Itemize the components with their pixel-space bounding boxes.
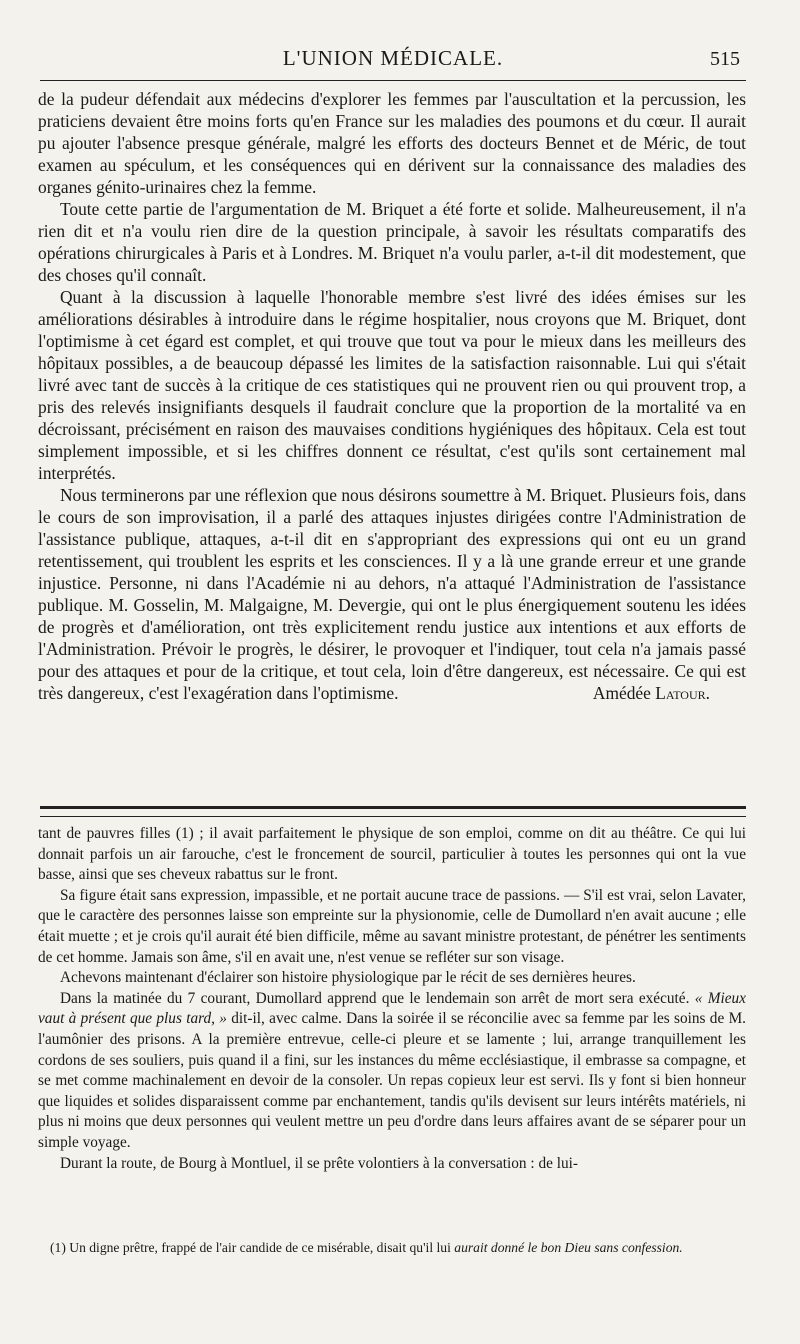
- author-signature: [571, 682, 710, 704]
- running-header: [38, 46, 748, 74]
- article-paragraph-text: Nous terminerons par une réflexion que nous désirons soumettre à M. Briquet. Plusieurs fois, dans le cours de son improvisation, il a parlé des attaques injustes dirigées contre l'Administration de l'assistance publique, attaques, a-t-il dit en s'appropriant des expressions qui ont eu un grand retentissement, qui troublent les esprits et les consciences. Il y a là une grande erreur et une grande injustice. Personne, ni dans l'Académie ni au dehors, n'a attaqué l'Administration de l'assistance publique. M. Gosselin, M. Malgaigne, M. Devergie, qui ont le plus énergiquement soutenu les idées de progrès et d'amélioration, ont très explicitement rendu justice aux intentions et aux efforts de l'Administration. Prévoir le progrès, le désirer, le provoquer et l'indiquer, tout cela n'a jamais passé pour des attaques et pour de la critique, et tout cela, loin d'être dangereux, est nécessaire. Ce qui est très dangereux, c'est l'exagération dans l'optimisme.: [38, 485, 746, 703]
- feuilleton-body: [38, 824, 746, 1174]
- signature-first-name: Amédée: [592, 683, 651, 703]
- section-divider: [40, 806, 746, 817]
- article-paragraph: Quant à la discussion à laquelle l'honorable membre s'est livré des idées émises sur les améliorations désirables à introduire dans le régime hospitalier, nous croyons que M. Briquet, dont l'optimisme à cet égard est complet, et qui trouve que tout va pour le mieux dans les meilleurs des hôpitaux possibles, a de beaucoup dépassé les limites de la satisfaction raisonnable. Lui qui s'était livré avec tant de succès à la critique de ces statistiques qui ne prouvent rien ou qui prouvent trop, a pris des relevés insignifiants desquels il faudrait conclure que la proportion de la mortalité va en décroissant, précisément en raison des mauvaises conditions hygiéniques des hôpitaux. Cela est tout simplement impossible, et si les chiffres donnent ce résultat, c'est qu'ils sont certainement mal interprétés.: [38, 287, 746, 483]
- article-paragraph: [38, 484, 746, 704]
- article-paragraph: Toute cette partie de l'argumentation de M. Briquet a été forte et solide. Malheureusement, il n'a rien dit et n'a voulu rien dire de la question principale, à savoir les résultats comparatifs des opérations chirurgicales à Paris et à Londres. M. Briquet n'a voulu parler, a-t-il dit modestement, que des choses qu'il connaît.: [38, 199, 746, 285]
- footnote: [50, 1238, 750, 1257]
- signature-last-name: Latour.: [655, 683, 710, 703]
- feuilleton-paragraph: Sa figure était sans expression, impassible, et ne portait aucune trace de passions. — S'il est vrai, selon Lavater, que le caractère des personnes laisse son empreinte sur la physionomie, celle de Dumollard n'en avait aucune ; elle était muette ; et je crois qu'il aurait été bien difficile, même au savant ministre protestant, de pénétrer les sentiments de cet homme. Jamais son âme, s'il en avait une, n'est venue se refléter sur son visage.: [38, 886, 746, 966]
- feuilleton-paragraph: [38, 989, 746, 1154]
- feuilleton-paragraph: Durant la route, de Bourg à Montluel, il se prête volontiers à la conversation : de lui-: [60, 1154, 578, 1172]
- article-body: [38, 88, 746, 704]
- article-paragraph: de la pudeur défendait aux médecins d'explorer les femmes par l'auscultation et la percussion, les praticiens devaient être moins forts qu'en France sur les maladies des poumons et du cœur. Il aurait pu ajouter l'absence presque générale, malgré les efforts des docteurs Bennet et de Méric, de tout examen au spéculum, et les conséquences qui en dérivent sur la connaissance des maladies des organes génito-urinaires chez la femme.: [38, 89, 746, 197]
- paragraph-text: Dans la matinée du 7 courant, Dumollard apprend que le lendemain son arrêt de mort sera exécuté.: [60, 989, 690, 1007]
- feuilleton-paragraph: Achevons maintenant d'éclairer son histoire physiologique par le récit de ses dernières heures.: [60, 969, 636, 987]
- paragraph-text: dit-il, avec calme. Dans la soirée il se réconcilie avec sa femme par les soins de M. l'aumônier des prisons. A la première entrevue, celle-ci pleure et se lamente ; lui, arrange tranquillement les cordons de ses souliers, puis quand il a fini, sur les instances du même ecclésiastique, il embrasse sa compagne, et se met comme machinalement en devoir de la consoler. Un repas copieux leur est servi. Ils y font si bien honneur que liquides et solides disparaissent comme par enchantement, tandis qu'ils devisent sur leurs intérêts matériels, ni plus ni moins que deux personnes qui veulent mettre un peu d'ordre dans leurs affaires avant de se séparer pour un simple voyage.: [38, 1010, 746, 1151]
- footnote-italic-text: aurait donné le bon Dieu sans confession.: [454, 1240, 683, 1255]
- journal-title: L'UNION MÉDICALE.: [282, 46, 504, 70]
- header-rule: [40, 80, 746, 81]
- quoted-speech: « Mieux vaut à présent que plus tard, »: [38, 989, 746, 1028]
- feuilleton-paragraph: tant de pauvres filles (1) ; il avait parfaitement le physique de son emploi, comme on dit au théâtre. Ce qui lui donnait parfois un air farouche, c'est le froncement de sourcil, particulier à toutes les personnes qui ont la vue basse, ainsi que ses cheveux rabattus sur le front.: [38, 825, 746, 884]
- page-number: 515: [710, 48, 740, 70]
- footnote-text: (1) Un digne prêtre, frappé de l'air candide de ce misérable, disait qu'il lui: [50, 1240, 451, 1255]
